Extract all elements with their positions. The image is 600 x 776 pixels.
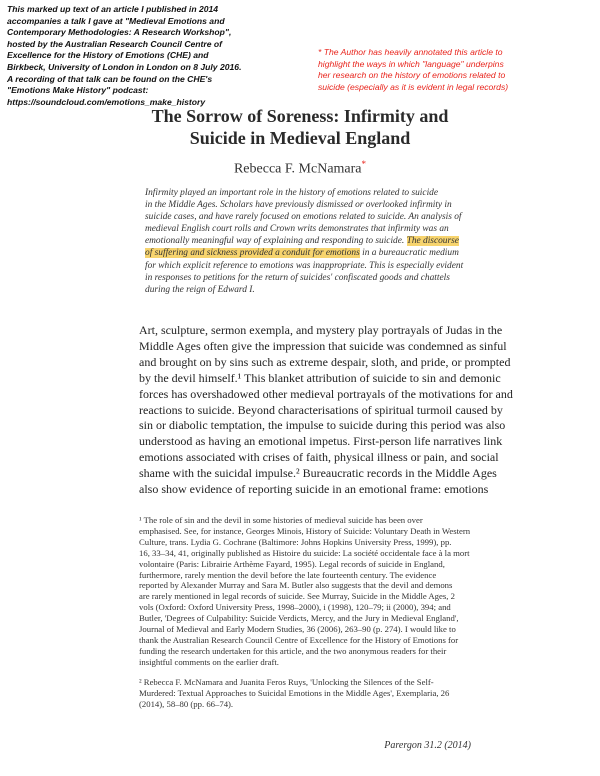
author-name bbox=[0, 159, 600, 178]
footnote-line: funding the research undertaken for this article, and the two anonymous readers for their bbox=[139, 645, 447, 656]
body-line: and brought on by sins such as extreme despair, sloth, and pride, or prompted bbox=[139, 354, 511, 369]
annotation-note-line: her research on the history of emotions related to bbox=[318, 70, 506, 81]
footnote-line: ¹ The role of sin and the devil in some histories of medieval suicide has been over bbox=[139, 515, 423, 525]
abstract-line bbox=[145, 247, 465, 259]
abstract-text: emotionally meaningful way of explaining and responding to suicide. bbox=[145, 236, 407, 247]
footnote-line: are rarely mentioned in legal records of suicide. See Murray, Suicide in the Middle Ages, 2 bbox=[139, 591, 455, 602]
article-title-line1: The Sorrow of Soreness: Infirmity and bbox=[151, 106, 449, 126]
abstract-highlight: The discourse bbox=[406, 236, 459, 247]
body-line: shame with the suicidal impulse.² Bureaucratic records in the Middle Ages bbox=[139, 466, 497, 481]
body-line: Art, sculpture, sermon exempla, and mystery play portrayals of Judas in the bbox=[139, 323, 503, 337]
abstract-line: for which explicit reference to emotions was inappropriate. This is especially evident bbox=[145, 260, 464, 271]
body-line: forces has overshadowed other medieval portrayals of the motivations for and bbox=[139, 386, 513, 401]
body-line: Middle Ages often give the impression that suicide was condemned as sinful bbox=[139, 338, 507, 353]
header-note-line: hosted by the Australian Research Council Centre of bbox=[7, 38, 223, 49]
body-line: sin or diabolic temptation, the impulse to suicide during this period was also bbox=[139, 418, 506, 433]
body-paragraph bbox=[139, 323, 513, 498]
footnote-line: vols (Oxford: Oxford University Press, 1998–2000), i (1998), 120–79; ii (2000), 394; and bbox=[139, 602, 451, 613]
author-annotation-mark: * bbox=[361, 159, 367, 169]
abstract-line: in responses to petitions for the return of suicides' confiscated goods and chattels bbox=[145, 272, 450, 283]
header-note bbox=[7, 4, 297, 108]
abstract-line: during the reign of Edward I. bbox=[145, 284, 255, 295]
footnote-line: Murdered: Textual Approaches to Suicidal Emotions in the Middle Ages', Exemplaria, 26 bbox=[139, 687, 450, 698]
footnote-line: 16, 33–34, 41, originally published as Histoire du suicide: La société occidentale face à la mort bbox=[139, 547, 470, 558]
podcast-link[interactable]: https://soundcloud.com/emotions_make_history bbox=[7, 96, 206, 107]
header-note-line: accompanies a talk I gave at "Medieval Emotions and bbox=[7, 15, 225, 26]
article-title-line2: Suicide in Medieval England bbox=[189, 128, 411, 148]
footnote-line: emphasised. See, for instance, Georges Minois, History of Suicide: Voluntary Death in Western bbox=[139, 525, 471, 536]
abstract-line: medieval English court rolls and Crown writs demonstrates that infirmity was an bbox=[145, 224, 449, 235]
abstract-line: suicide cases, and have rarely focused on emotions related to suicide. An analysis of bbox=[145, 212, 462, 223]
annotation-note-line: * The Author has heavily annotated this article to bbox=[318, 47, 503, 57]
footnote-line: Culture, trans. Lydia G. Cochrane (Baltimore: Johns Hopkins University Press, 1999), pp. bbox=[139, 536, 452, 547]
header-note-line: This marked up text of an article I published in 2014 bbox=[7, 4, 219, 14]
header-note-line: Birkbeck, University of London in London on 8 July 2016. bbox=[7, 61, 242, 72]
footnote-line: Journal of Medieval and Early Modern Studies, 36 (2006), 263–90 (p. 274). I would like to bbox=[139, 624, 456, 635]
header-note-line: Contemporary Methodologies: A Research Workshop", bbox=[7, 27, 232, 38]
annotation-note-line: highlight the ways in which "language" underpins bbox=[318, 58, 504, 69]
footnote-line: furthermore, rarely mention the devil before the late fourteenth century. The evidence bbox=[139, 569, 437, 580]
annotation-note bbox=[318, 47, 596, 93]
abstract-line: Infirmity played an important role in the history of emotions related to suicide bbox=[145, 188, 439, 198]
abstract-text: in a bureaucratic medium bbox=[359, 248, 459, 259]
body-line: understood as having an emotional impetus. First-person life narratives link bbox=[139, 434, 503, 449]
footnote-line: thank the Australian Research Council Centre of Excellence for the History of Emotions for bbox=[139, 634, 459, 645]
footnote-line: Butler, 'Degrees of Culpability: Suicide Verdicts, Mercy, and the Jury in Medieval England', bbox=[139, 613, 459, 624]
footnote-line: insightful comments on the earlier draft. bbox=[139, 656, 279, 667]
footnote-spacer bbox=[139, 668, 471, 677]
header-note-line: "Emotions Make History" podcast: bbox=[7, 85, 149, 96]
footnote-line: reported by Alexander Murray and Sara M. Butler also suggests that the devil and demons bbox=[139, 580, 453, 591]
footnotes bbox=[139, 515, 471, 709]
abstract-highlight: of suffering and sickness provided a conduit for emotions bbox=[145, 248, 360, 259]
body-line: also show evidence of reporting suicide in an emotional frame: emotions bbox=[139, 482, 489, 497]
abstract-line: in the Middle Ages. Scholars have previously dismissed or overlooked infirmity in bbox=[145, 200, 452, 211]
header-note-line: Excellence for the History of Emotions (CHE) and bbox=[7, 50, 209, 61]
header-note-line: A recording of that talk can be found on the CHE's bbox=[7, 73, 213, 84]
footnote-line: (2014), 58–80 (pp. 66–74). bbox=[139, 698, 234, 709]
author-name-text: Rebecca F. McNamara bbox=[233, 161, 362, 177]
body-line: emotions associated with crises of faith, physical illness or pain, and social bbox=[139, 450, 499, 465]
body-line: reactions to suicide. Beyond characterisations of spiritual turmoil caused by bbox=[139, 402, 503, 417]
abstract-line bbox=[145, 235, 465, 247]
annotation-note-line: suicide (especially as it is evident in legal records) bbox=[318, 81, 509, 92]
footnote-line: ² Rebecca F. McNamara and Juanita Feros Ruys, 'Unlocking the Silences of the Self- bbox=[139, 676, 434, 687]
footnote-line: volontaire (Paris: Librairie Arthème Fayard, 1995). Legal records of suicide in England, bbox=[139, 558, 445, 569]
journal-footer: Parergon 31.2 (2014) bbox=[384, 740, 471, 751]
body-line: by the devil himself.¹ This blanket attribution of suicide to sin and demonic bbox=[139, 370, 501, 385]
abstract bbox=[145, 187, 465, 296]
